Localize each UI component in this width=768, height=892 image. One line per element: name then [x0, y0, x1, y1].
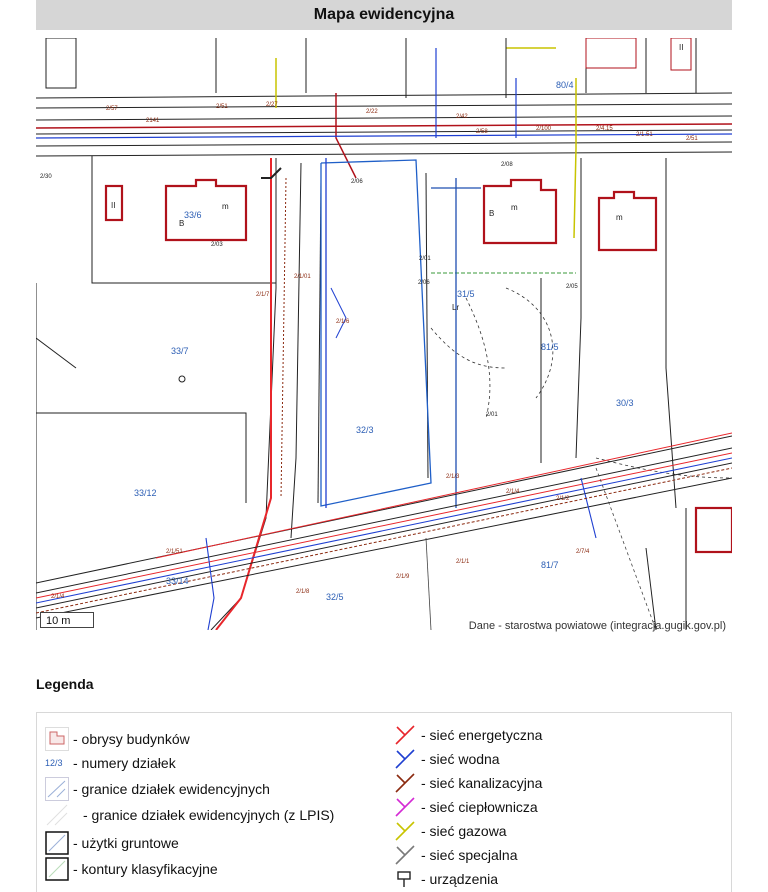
parcel-label: 81/7: [541, 560, 559, 570]
legend-item-buildings: [45, 727, 190, 751]
page-title: [36, 0, 732, 30]
data-source: Dane - starostwa powiatowe (integracja.gugik.gov.pl): [468, 620, 726, 632]
legend-label: - granice działek ewidencyjnych (z LPIS): [83, 807, 335, 823]
legend-label: - sieć wodna: [421, 751, 500, 767]
special-network-icon: [393, 843, 417, 867]
svg-text:2/1/3: 2/1/3: [446, 474, 460, 480]
heating-network-icon: [393, 795, 417, 819]
svg-text:2/1/7: 2/1/7: [256, 292, 270, 298]
svg-text:2/4.15: 2/4.15: [596, 126, 613, 132]
legend-item-parcel-boundaries: [45, 777, 270, 801]
svg-text:2/58: 2/58: [476, 129, 488, 135]
legend-item-lpis-boundaries: [45, 803, 334, 827]
svg-text:2/1/6: 2/1/6: [336, 319, 350, 325]
svg-text:2/100: 2/100: [536, 126, 552, 132]
svg-text:2/06: 2/06: [418, 280, 430, 286]
page-title-text: Mapa ewidencyjna: [313, 6, 455, 23]
map-canvas[interactable]: [36, 38, 732, 630]
svg-text:2/1.51: 2/1.51: [636, 132, 653, 138]
legend-label: - sieć kanalizacyjna: [421, 775, 543, 791]
svg-text:2/03: 2/03: [211, 242, 223, 248]
legend-item-heating: [393, 795, 538, 819]
svg-text:2/01: 2/01: [486, 412, 498, 418]
energy-network-icon: [393, 723, 417, 747]
legend-label: - sieć specjalna: [421, 847, 518, 863]
legend-label: - użytki gruntowe: [73, 835, 179, 851]
svg-text:2/1/2: 2/1/2: [556, 496, 570, 502]
parcel-label: 33/6: [184, 210, 202, 220]
legend-item-special: [393, 843, 518, 867]
parcel-label: 32/5: [326, 592, 344, 602]
building-mark: B: [179, 219, 185, 228]
building-mark: m: [222, 202, 229, 211]
legend-item-energy: [393, 723, 542, 747]
classification-contour-icon: [45, 857, 69, 881]
building-outline-icon: [45, 727, 69, 751]
svg-text:2/01: 2/01: [419, 256, 431, 262]
device-icon: [393, 867, 417, 891]
svg-text:2/51: 2/51: [686, 136, 698, 142]
parcel-label: 33/12: [134, 488, 157, 498]
legend-item-sewer: [393, 771, 542, 795]
legend-item-land-use: [45, 831, 179, 855]
svg-text:2/1/51: 2/1/51: [166, 549, 183, 555]
parcel-label: 80/4: [556, 80, 574, 90]
land-use-icon: [45, 831, 69, 855]
scale-bar: [40, 612, 94, 628]
legend-label: - sieć gazowa: [421, 823, 507, 839]
parcel-number-icon: 12/3: [45, 758, 63, 768]
svg-text:2/51: 2/51: [216, 104, 228, 110]
building-mark: B: [489, 209, 495, 218]
parcel-label: 33/14: [166, 576, 189, 586]
svg-text:2/1/01: 2/1/01: [294, 274, 311, 280]
parcel-boundary-icon: [45, 777, 69, 801]
legend-item-gas: [393, 819, 507, 843]
water-network-icon: [393, 747, 417, 771]
legend-label: - sieć ciepłownicza: [421, 799, 538, 815]
legend-item-parcel-numbers: [45, 751, 176, 775]
legend-item-devices: [393, 867, 498, 891]
building-mark: m: [616, 213, 623, 222]
legend-label: - obrysy budynków: [73, 731, 190, 747]
legend-label: - numery działek: [73, 755, 176, 771]
sewer-network-icon: [393, 771, 417, 795]
legend-title: Legenda: [36, 676, 94, 692]
svg-text:2/1/4: 2/1/4: [51, 594, 65, 600]
parcel-label: 32/3: [356, 425, 374, 435]
svg-text:2/1/9: 2/1/9: [396, 574, 410, 580]
svg-text:2/1/1: 2/1/1: [456, 559, 470, 565]
legend-label: - kontury klasyfikacyjne: [73, 861, 218, 877]
cadastral-map[interactable]: [36, 38, 732, 630]
legend-label: - urządzenia: [421, 871, 499, 887]
svg-text:2141: 2141: [146, 118, 160, 124]
legend-item-water: [393, 747, 500, 771]
lpis-boundary-icon: [45, 803, 69, 827]
svg-text:2/27: 2/27: [266, 102, 278, 108]
svg-text:2/57: 2/57: [106, 106, 118, 112]
svg-text:2/06: 2/06: [351, 179, 363, 185]
parcel-label: 33/7: [171, 346, 189, 356]
svg-text:2/1/8: 2/1/8: [296, 589, 310, 595]
legend-panel: [36, 712, 732, 892]
legend-label: - sieć energetyczna: [421, 727, 543, 743]
svg-text:2/1/4: 2/1/4: [506, 489, 520, 495]
building-mark: II: [679, 43, 684, 52]
legend-item-classification: [45, 857, 218, 881]
svg-text:2/05: 2/05: [566, 284, 578, 290]
parcel-label: 30/3: [616, 398, 634, 408]
parcel-label: 81/5: [541, 342, 559, 352]
building-mark: II: [111, 201, 116, 210]
svg-text:2/30: 2/30: [40, 174, 52, 180]
svg-text:2/08: 2/08: [501, 162, 513, 168]
svg-text:2/42: 2/42: [456, 114, 468, 120]
building-mark: m: [511, 203, 518, 212]
parcel-label: 31/5: [457, 289, 475, 299]
svg-text:2/7/4: 2/7/4: [576, 549, 590, 555]
gas-network-icon: [393, 819, 417, 843]
scale-label: 10 m: [46, 615, 71, 627]
svg-text:2/22: 2/22: [366, 109, 378, 115]
legend-label: - granice działek ewidencyjnych: [73, 781, 270, 797]
building-mark: Lr: [452, 303, 460, 312]
